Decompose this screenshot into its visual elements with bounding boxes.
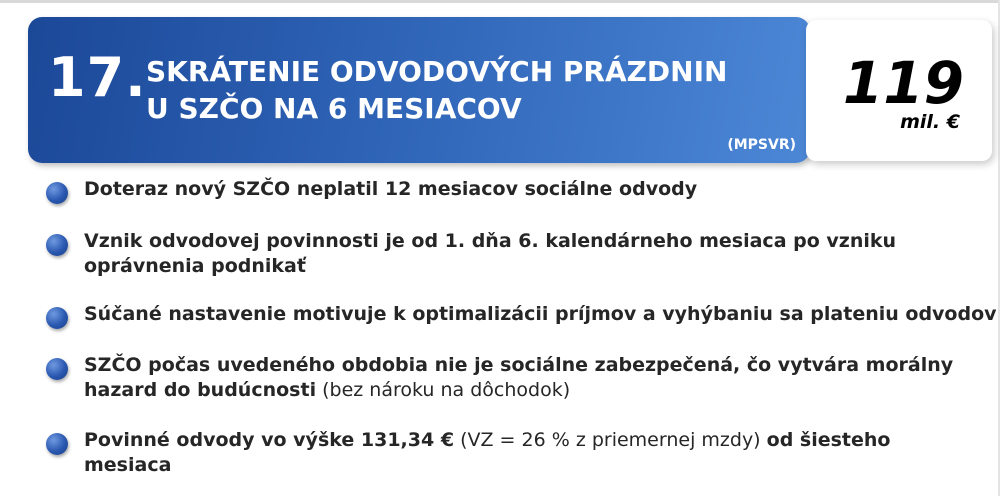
bullet-dot-icon [46, 307, 68, 329]
bullet-dot-icon [46, 234, 68, 256]
bullet-text-line [84, 378, 1000, 403]
bullet-text-line: oprávnenia podnikať [84, 255, 306, 277]
bullet-text-bold: Povinné odvody vo výške 131,34 € [84, 429, 455, 451]
bullet-dot-icon [46, 182, 68, 204]
bullet-text-line [84, 428, 1000, 453]
bullet-text-line: Vznik odvodovej povinnosti je od 1. dňa 6. kalendárneho mesiaca po vzniku [84, 230, 897, 252]
source-label: (MPSVR) [727, 137, 796, 153]
bullet-text [84, 353, 1000, 403]
bullet-dot-icon [46, 358, 68, 380]
bullet-text-bold: od šiesteho [766, 429, 891, 451]
bullet-text-line: Doteraz nový SZČO neplatil 12 mesiacov sociálne odvody [84, 178, 698, 200]
bullet-text [84, 302, 1000, 327]
amount-unit: mil. € [900, 111, 960, 133]
bullet-text-line: Súčané nastavenie motivuje k optimalizácii príjmov a vyhýbaniu sa plateniu odvodov [84, 303, 997, 325]
bullet-text-line: SZČO počas uvedeného obdobia nie je sociálne zabezpečená, čo vytvára morálny [84, 354, 954, 376]
amount-value: 119 [842, 49, 964, 117]
bullet-text-normal: (bez nároku na dôchodok) [316, 379, 571, 401]
bullet-text [84, 177, 1000, 202]
bullet-text-line: mesiaca [84, 454, 172, 476]
bullet-text [84, 428, 1000, 478]
header-title-line-2: U SZČO NA 6 MESIACOV [146, 92, 522, 125]
header-title-line-1: SKRÁTENIE ODVODOVÝCH PRÁZDNIN [146, 55, 728, 88]
item-number: 17. [48, 46, 147, 109]
bullet-text-normal: (VZ = 26 % z priemernej mzdy) [454, 429, 767, 451]
bullet-dot-icon [46, 433, 68, 455]
bullet-text-bold: hazard do budúcnosti [84, 379, 317, 401]
bullet-text [84, 229, 1000, 279]
